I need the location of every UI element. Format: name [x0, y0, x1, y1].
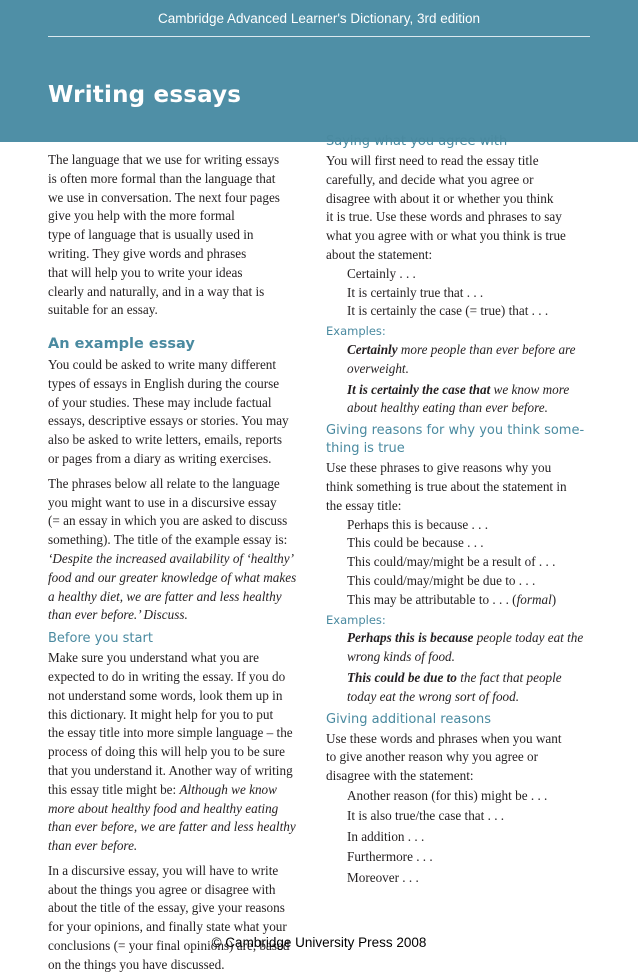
- example-certainly-case: [347, 381, 592, 419]
- text-line: You could be asked to write many different: [48, 356, 277, 372]
- example-perhaps: [347, 629, 592, 667]
- phrase-item: Furthermore . . .: [347, 849, 433, 865]
- phrase-item: This could/may/might be a result of . . .: [347, 554, 556, 570]
- intro-paragraph: [48, 151, 314, 320]
- phrase-item: ): [551, 591, 557, 607]
- text-line: types of essays in English during the course: [48, 375, 280, 391]
- header-banner: [0, 0, 638, 142]
- text-line: is often more formal than the language that: [48, 170, 276, 186]
- header-rule: [48, 36, 590, 37]
- text-line: or pages from a diary as writing exercises.: [48, 450, 272, 466]
- rephrased-title-line: Although we know: [179, 781, 277, 797]
- essay-title-line: ‘Despite the increased availability of ‘healthy’: [48, 550, 294, 566]
- edition-label: Cambridge Advanced Learner's Dictionary, 3rd edition: [157, 11, 480, 26]
- examples-label: Examples:: [326, 612, 386, 627]
- text-line: process of doing this will help you to be sure: [48, 744, 285, 760]
- text-line: for your opinions, and finally state what your: [48, 919, 287, 935]
- paragraph-before-start: [48, 649, 314, 856]
- text-line: not understand some words, look them up in: [48, 687, 283, 703]
- text-line: Use these words and phrases when you want: [326, 730, 562, 746]
- heading-giving-reasons: [326, 422, 592, 458]
- essay-title-line: than ever before.’ Discuss.: [48, 607, 188, 623]
- paragraph-essay-types: [48, 356, 314, 469]
- text-line: it is true. Use these words and phrases to say: [326, 209, 562, 225]
- text-line: the essay title:: [326, 497, 402, 513]
- example-phrase: Certainly: [347, 341, 398, 357]
- phrase-item: Certainly . . .: [347, 265, 416, 281]
- phrase-item: It is certainly true that . . .: [347, 284, 484, 300]
- text-line: this dictionary. It might help for you to put: [48, 706, 274, 722]
- copyright-footer: © Cambridge University Press 2008: [211, 935, 427, 950]
- text-line: expected to do in writing the essay. If you do: [48, 668, 286, 684]
- text-line: about the things you agree or disagree with: [48, 881, 276, 897]
- phrase-item: This could/may/might be due to . . .: [347, 572, 536, 588]
- heading-line: Giving reasons for why you think some-: [326, 423, 585, 439]
- text-line: Use these phrases to give reasons why you: [326, 460, 552, 476]
- paragraph-reasons: [326, 459, 592, 515]
- phrase-item: It is also true/the case that . . .: [347, 808, 505, 824]
- phrase-item: This may be attributable to . . . (: [347, 591, 517, 607]
- text-line: also be asked to write letters, emails, reports: [48, 432, 283, 448]
- phrase-item: In addition . . .: [347, 828, 425, 844]
- text-line: about the statement:: [326, 246, 433, 262]
- example-phrase: This could be due to: [347, 669, 457, 685]
- text-line: disagree with the statement:: [326, 768, 474, 784]
- text-line: The language that we use for writing essays: [48, 152, 280, 167]
- rephrased-title-line: than ever before.: [48, 838, 138, 854]
- phrase-item: Another reason (for this) might be . . .: [347, 787, 548, 803]
- heading-line: thing is true: [326, 441, 405, 457]
- text-line: of your studies. These may include factual: [48, 394, 272, 410]
- text-line: the essay title into more simple language – the: [48, 725, 293, 741]
- rephrased-title-line: than ever before, we are fatter and less healthy: [48, 819, 296, 835]
- example-text: people today eat the: [473, 630, 584, 646]
- paragraph-additional: [326, 730, 592, 786]
- heading-additional-reasons: Giving additional reasons: [326, 711, 492, 727]
- heading-example-essay: An example essay: [48, 336, 195, 353]
- text-line: to give another reason why you agree or: [326, 749, 539, 765]
- right-column: [326, 133, 592, 888]
- text-line: we use in conversation. The next four pages: [48, 189, 280, 205]
- example-phrase: Perhaps this is because: [347, 630, 474, 646]
- rephrased-title-line: more about healthy food and healthy eating: [48, 800, 279, 816]
- example-text: the fact that people: [456, 669, 562, 685]
- example-text: overweight.: [347, 360, 409, 376]
- paragraph-discursive: [48, 475, 314, 625]
- example-certainly: [347, 341, 592, 379]
- text-line: what you agree with or what you think is true: [326, 228, 566, 244]
- text-line: this essay title might be:: [48, 781, 180, 797]
- paragraph-discursive-essay: [48, 862, 314, 975]
- text-line: on the things you have discussed.: [48, 956, 225, 972]
- text-line: suitable for an essay.: [48, 302, 158, 318]
- phrase-list-reasons: [347, 516, 592, 610]
- phrase-item: Moreover . . .: [347, 869, 419, 885]
- phrase-item: Perhaps this is because . . .: [347, 516, 489, 532]
- text-line: (= an essay in which you are asked to discuss: [48, 513, 288, 529]
- text-line: You will first need to read the essay title: [326, 153, 539, 168]
- phrase-item: It is certainly the case (= true) that . . .: [347, 303, 549, 319]
- text-line: type of language that is usually used in: [48, 227, 254, 243]
- left-column: [48, 151, 314, 975]
- text-line: carefully, and decide what you agree or: [326, 171, 534, 187]
- example-phrase: It is certainly the case that: [347, 381, 491, 397]
- text-line: that you understand it. Another way of writing: [48, 762, 293, 778]
- essay-title-line: a healthy diet, we are fatter and less healthy: [48, 588, 282, 604]
- examples-label: Examples:: [326, 324, 386, 339]
- text-line: you might want to use in a discursive essay: [48, 494, 277, 510]
- page-title: Writing essays: [48, 82, 242, 108]
- essay-title-line: food and our greater knowledge of what makes: [48, 569, 297, 585]
- heading-before-you-start: Before you start: [48, 631, 153, 647]
- text-line: give you help with the more formal: [48, 208, 235, 224]
- text-line: disagree with about it or whether you think: [326, 190, 554, 206]
- example-text: about healthy eating than ever before.: [347, 400, 548, 416]
- paragraph-agree: [326, 152, 592, 265]
- text-line: clearly and naturally, and in a way that is: [48, 283, 265, 299]
- phrase-list-agree: [347, 265, 592, 321]
- register-label: formal: [516, 591, 552, 607]
- text-line: something). The title of the example essay is:: [48, 532, 288, 548]
- phrase-item: This could be because . . .: [347, 535, 484, 551]
- example-text: we know more: [490, 381, 570, 397]
- text-line: Make sure you understand what you are: [48, 650, 259, 666]
- text-line: about the title of the essay, give your reasons: [48, 900, 285, 916]
- example-text: wrong kinds of food.: [347, 649, 455, 665]
- phrase-list-additional: [347, 786, 592, 888]
- text-line: conclusions (= your final opinions) are, based: [48, 938, 290, 954]
- text-line: that will help you to write your ideas: [48, 264, 243, 280]
- example-text: today eat the wrong sort of food.: [347, 688, 520, 704]
- text-line: The phrases below all relate to the language: [48, 475, 280, 491]
- text-line: think something is true about the statement in: [326, 478, 567, 494]
- text-line: essays, descriptive essays or stories. You may: [48, 413, 289, 429]
- example-due-to: [347, 669, 592, 707]
- text-line: writing. They give words and phrases: [48, 245, 247, 261]
- heading-saying-agree: Saying what you agree with: [326, 134, 508, 149]
- example-text: more people than ever before are: [397, 341, 576, 357]
- text-line: In a discursive essay, you will have to write: [48, 862, 279, 878]
